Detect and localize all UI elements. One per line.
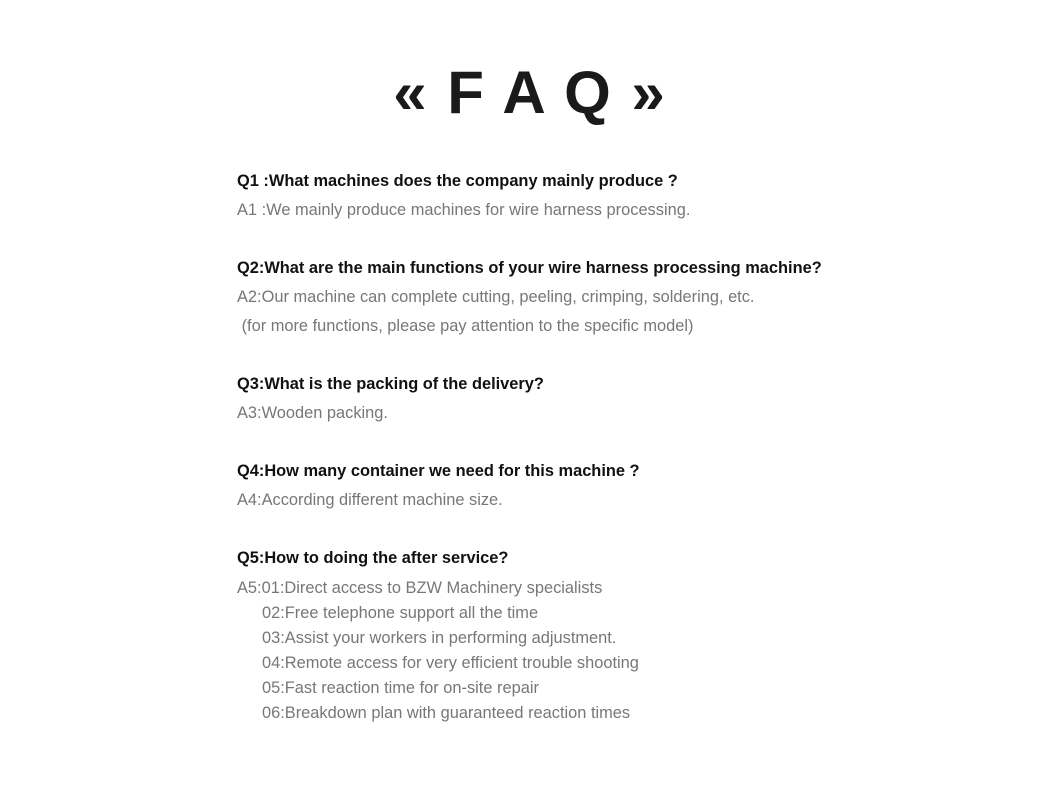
faq-answers (237, 399, 1000, 428)
faq-answer-line: A1 :We mainly produce machines for wire harness processing. (237, 201, 691, 219)
faq-answer-line: 06:Breakdown plan with guaranteed reaction times (262, 704, 631, 722)
faq-item (237, 544, 1000, 726)
page-title: « F A Q » (393, 59, 667, 126)
faq-question: Q5:How to doing the after service? (237, 549, 509, 567)
faq-answers (237, 283, 1000, 341)
faq-answer-line: A2:Our machine can complete cutting, peeling, crimping, soldering, etc. (237, 288, 755, 306)
faq-answer-line: A5:01:Direct access to BZW Machinery specialists (237, 579, 603, 597)
faq-question: Q1 :What machines does the company mainly produce ? (237, 172, 678, 190)
faq-answer-line: 03:Assist your workers in performing adjustment. (262, 629, 617, 647)
faq-answers (237, 576, 1000, 726)
faq-answers (237, 486, 1000, 515)
faq-question: Q3:What is the packing of the delivery? (237, 375, 544, 393)
faq-answer-line: 04:Remote access for very efficient trouble shooting (262, 654, 639, 672)
faq-item (237, 254, 1000, 341)
faq-item (237, 370, 1000, 428)
faq-answer-line: A4:According different machine size. (237, 491, 503, 509)
faq-answer-line: A3:Wooden packing. (237, 404, 388, 422)
faq-item (237, 167, 1000, 225)
faq-answer-line: (for more functions, please pay attention to the specific model) (237, 317, 694, 335)
faq-answer-line: 05:Fast reaction time for on-site repair (262, 679, 539, 697)
faq-list (237, 167, 1000, 755)
faq-question: Q4:How many container we need for this machine ? (237, 462, 640, 480)
faq-answer-line: 02:Free telephone support all the time (262, 604, 539, 622)
faq-question: Q2:What are the main functions of your wire harness processing machine? (237, 259, 822, 277)
faq-answers (237, 196, 1000, 225)
faq-item (237, 457, 1000, 515)
